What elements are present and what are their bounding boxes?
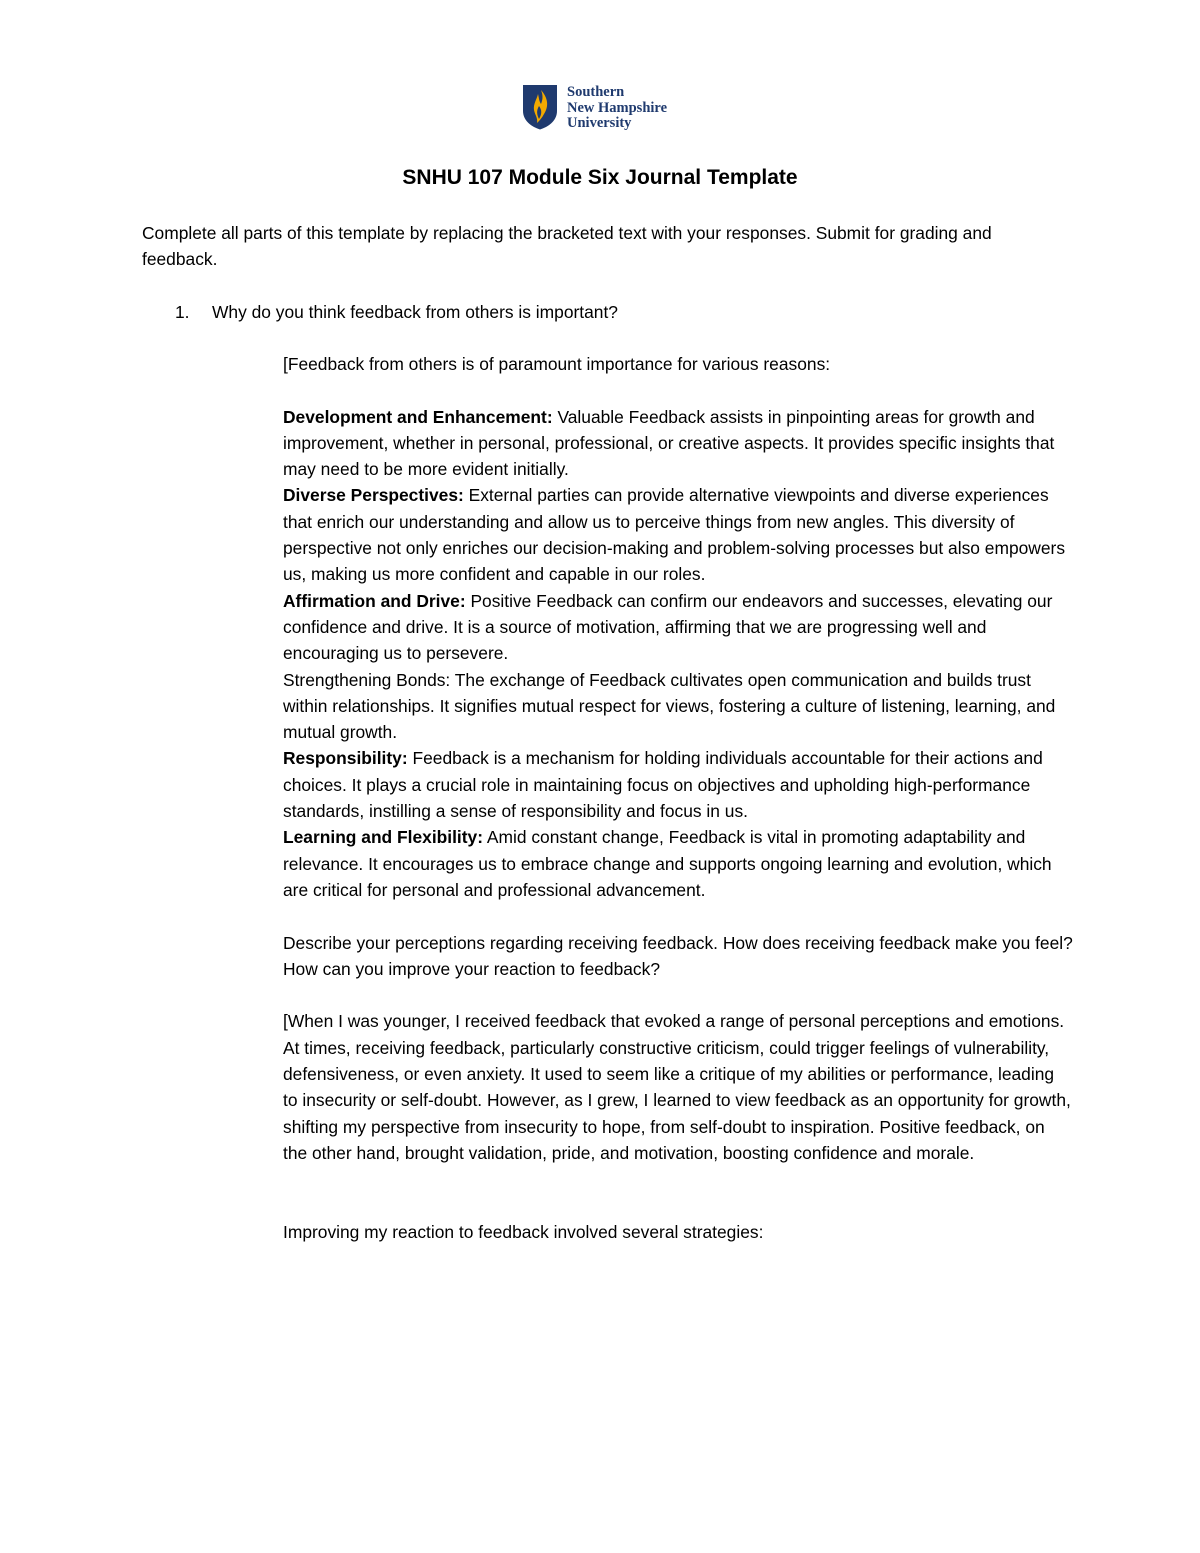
answer-1-item — [283, 824, 1073, 903]
item-text: External parties can provide alternative viewpoints and diverse experiences that enrich our understanding and allow us to perceive things from new angles. This diversity of perspective not only enriches our decision-making and problem-solving processes but also empowers us, making us more confident and capable in our roles. — [283, 485, 1066, 585]
logo-line-2: New Hampshire — [567, 99, 668, 116]
item-text: Strengthening Bonds: The exchange of Feedback cultivates open communication and builds trust within relationships. It signifies mutual respect for views, fostering a culture of listening, learning, and mutual growth. — [283, 669, 1056, 743]
item-heading: Development and Enhancement: — [283, 406, 553, 427]
answer-2-text: [When I was younger, I received feedback that evoked a range of personal perceptions and emotions. At times, receiving feedback, particularly constructive criticism, could trigger feelings of vulnerability, defensiveness, or even anxiety. It used to seem like a critique of my abilities or performance, leading to insecurity or self-doubt. However, as I grew, I learned to view feedback as an opportunity for growth, shifting my perspective from insecurity to hope, from self-doubt to inspiration. Positive feedback, on the other hand, brought validation, pride, and motivation, boosting confidence and morale. — [283, 1011, 1071, 1163]
shield-flame-icon — [522, 84, 558, 130]
snhu-logo — [522, 84, 692, 134]
item-heading: Learning and Flexibility: — [283, 827, 484, 848]
question-1 — [175, 299, 1055, 325]
item-text: Positive Feedback can confirm our endeavors and successes, elevating our confidence and drive. It is a source of motivation, affirming that we are progressing well and encouraging us to persevere. — [283, 590, 1053, 664]
question-1-text: Why do you think feedback from others is important? — [212, 302, 618, 322]
item-text: Feedback is a mechanism for holding individuals accountable for their actions and choices. It plays a crucial role in maintaining focus on objectives and upholding high-performance standards, instilling a sense of responsibility and focus in us. — [283, 748, 1043, 822]
item-text: Amid constant change, Feedback is vital in promoting adaptability and relevance. It encourages us to embrace change and supports ongoing learning and evolution, which are critical for personal and professional advancement. — [283, 827, 1052, 900]
item-text: Valuable Feedback assists in pinpointing areas for growth and improvement, whether in personal, professional, or creative aspects. It provides specific insights that may need to be more evident initially. — [283, 406, 1055, 480]
item-heading: Affirmation and Drive: — [283, 590, 466, 611]
item-heading: Responsibility: — [283, 748, 408, 769]
answer-3-lead: Improving my reaction to feedback involved several strategies: — [283, 1221, 764, 1242]
answer-1-item — [283, 482, 1073, 587]
answer-1-item — [283, 667, 1073, 746]
logo-line-3: University — [567, 115, 632, 131]
question-1-number: 1. — [175, 302, 190, 322]
answer-1-item — [283, 745, 1073, 824]
answer-1-item — [283, 404, 1073, 483]
answer-1-lead: [Feedback from others is of paramount importance for various reasons: — [283, 354, 831, 374]
intro-text: Complete all parts of this template by replacing the bracketed text with your responses. Submit for grading and feedback. — [142, 223, 992, 270]
logo-line-1: Southern — [567, 84, 625, 100]
page-title: SNHU 107 Module Six Journal Template — [402, 166, 798, 189]
item-heading: Diverse Perspectives: — [283, 485, 464, 506]
logo-wordmark — [567, 84, 667, 132]
question-2-text: Describe your perceptions regarding receiving feedback. How does receiving feedback make you feel? How can you improve your reaction to feedback? — [283, 932, 1073, 979]
answer-section — [283, 351, 1073, 1245]
answer-1-item — [283, 588, 1073, 667]
